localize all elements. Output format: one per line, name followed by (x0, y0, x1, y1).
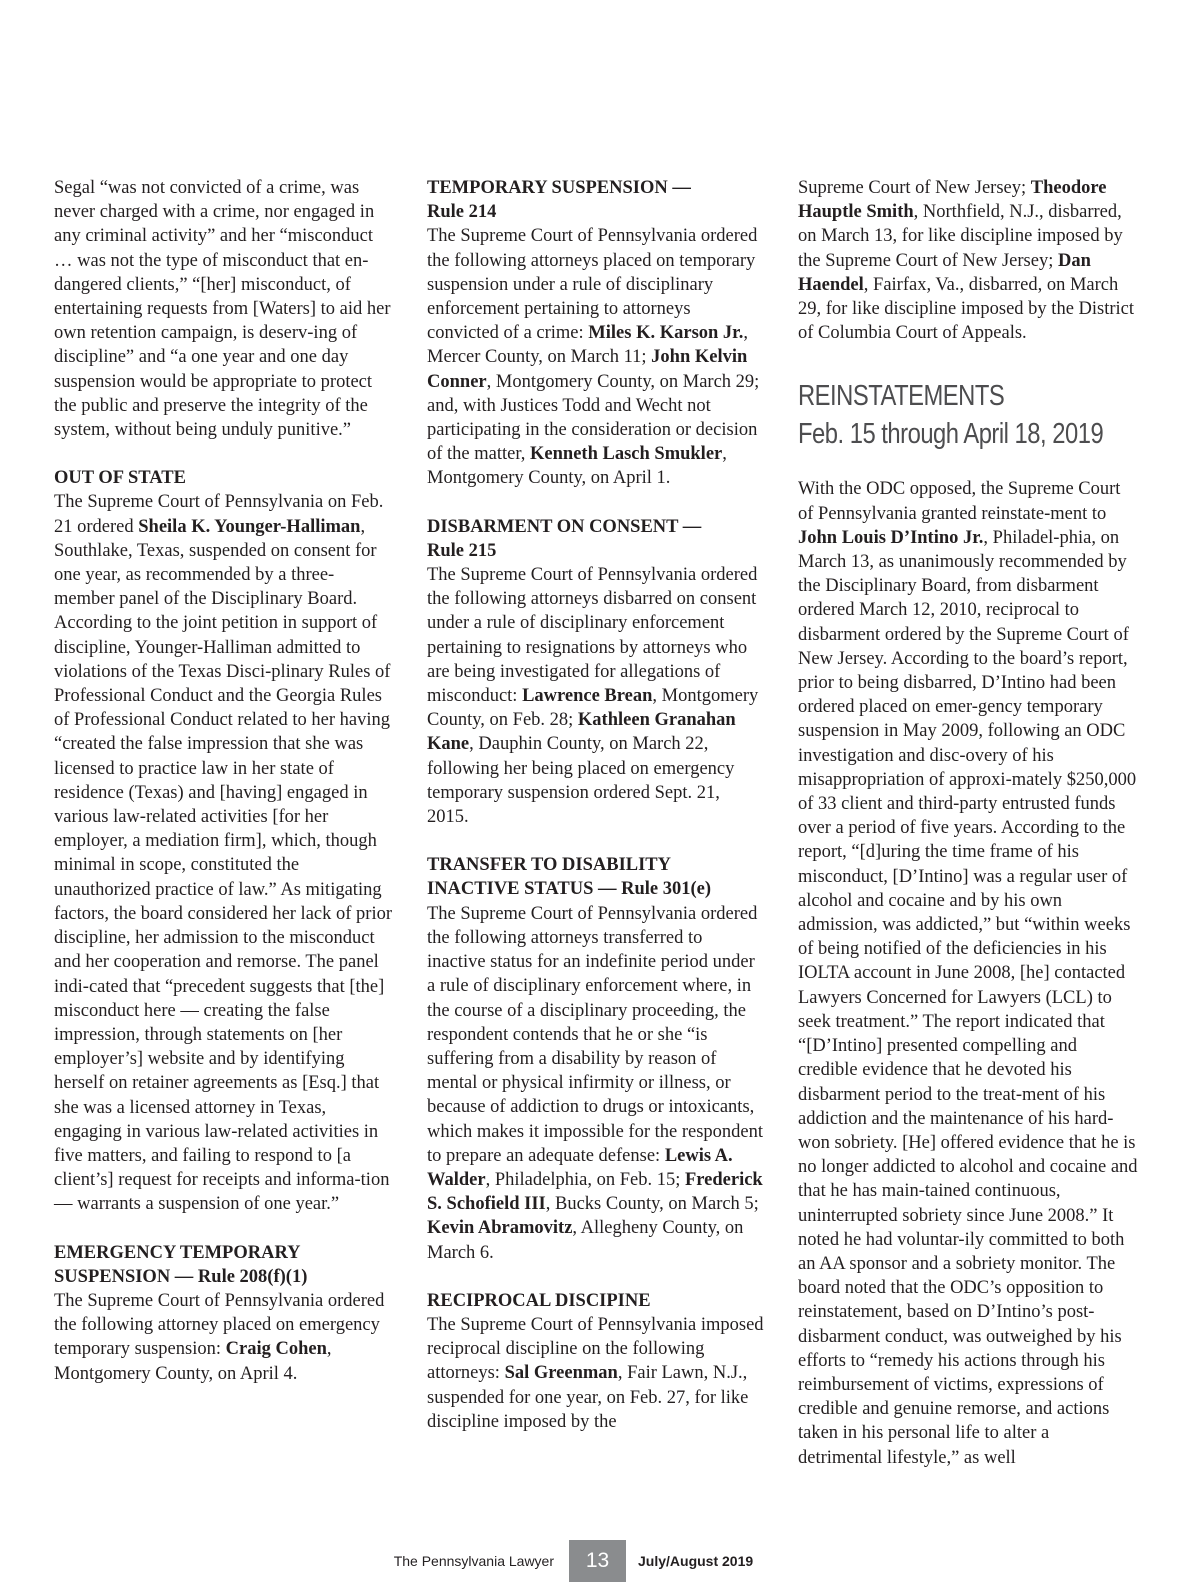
section-heading: EMERGENCY TEMPORARY SUSPENSION — Rule 208(f)(1) (54, 1242, 308, 1287)
attorney-name: Kenneth Lasch Smukler (530, 444, 723, 465)
reciprocal-continued: Supreme Court of New Jersey; Theodore Hauptle Smith, Northfield, N.J., disbarred, on March 13, for like discipline imposed by the Supreme Court of New Jersey; Dan Haendel, Fairfax, Va., disbarred, on March 29, for like discipline imposed by the District of Columbia Court of Appeals. (798, 178, 1135, 344)
section-rule: Rule 215 (427, 540, 497, 561)
attorney-name: Theodore Hauptle Smith (798, 178, 1107, 223)
issue-date: July/August 2019 (638, 1553, 754, 1569)
attorney-name: Sheila K. Younger-Halliman (138, 516, 361, 537)
page-number: 13 (569, 1540, 626, 1582)
reinstatements-title: REINSTATEMENTS (798, 380, 1005, 413)
attorney-name: Lewis A. Walder (427, 1145, 733, 1190)
attorney-name: John Louis D’Intino Jr. (798, 527, 984, 548)
page-footer (0, 1540, 1200, 1582)
attorney-name: Sal Greenman (504, 1363, 618, 1384)
attorney-name: Miles K. Karson Jr. (588, 323, 744, 344)
reinstatements-date-range: Feb. 15 through April 18, 2019 (798, 418, 1104, 451)
reinstatements-body: With the ODC opposed, the Supreme Court of Pennsylvania granted reinstate-ment to John Louis D’Intino Jr., Philadel-phia, on March 13, as unanimously recommended by the Disciplinary Board, from disbarment ordered March 12, 2010, reciprocal to disbarment ordered by the Supreme Court of New Jersey. According to the board’s report, prior to being disbarred, D’Intino had been ordered placed on emer-gency temporary suspension in May 2009, following an ODC investigation and disc-overy of his misappropriation of approxi-mately $250,000 of 33 client and third-party entrusted funds over a period of five years. According to the report, “[d]uring the time frame of his misconduct, [D’Intino] was a regular user of alcohol and cocaine and by his own admission, was addicted,” but “within weeks of being notified of the deficiencies in his IOLTA account in June 2008, [he] contacted Lawyers Concerned for Lawyers (LCL) to seek treatment.” The report indicated that “[D’Intino] presented compelling and credible evidence that he devoted his disbarment period to the treat-ment of his addiction and the maintenance of his hard-won sobriety. [He] offered evidence that he is no longer addicted to alcohol and cocaine and that he has main-tained continuous, uninterrupted sobriety since June 2008.” It noted he had voluntar-ily committed to both an AA sponsor and a sobriety monitor. The board noted that the ODC’s opposition to reinstatement, based on D’Intino’s post-disbarment conduct, was outweighed by his efforts to “remedy his actions through his reimbursement of victims, expressions of credible and genuine remorse, and actions taken in his personal life to alter a detrimental lifestyle,” as well (798, 479, 1138, 1468)
section-body: The Supreme Court of Pennsylvania ordered the following attorney placed on emergency temporary suspension: Craig Cohen, Montgomery County, on April 4. (54, 1290, 385, 1384)
section-heading: TRANSFER TO DISABILITY INACTIVE STATUS — Rule 301(e) (427, 855, 712, 900)
section-heading: TEMPORARY SUSPENSION — (427, 178, 691, 198)
section-body: The Supreme Court of Pennsylvania imposed reciprocal discipline on the following attorneys: Sal Greenman, Fair Lawn, N.J., suspended for one year, on Feb. 27, for like discipline imposed by the (427, 1314, 764, 1432)
section-body: The Supreme Court of Pennsylvania ordered the following attorneys placed on temporary suspension under a rule of disciplinary enforcement pertaining to attorneys convicted of a crime: Miles K. Karson Jr., Mercer County, on March 11; John Kelvin Conner, Montgomery County, on March 29; and, with Justices Todd and Wecht not participating in the consideration or decision of the matter, Kenneth Lasch Smukler, Montgomery County, on April 1. (427, 226, 760, 489)
intro-paragraph: Segal “was not convicted of a crime, was never charged with a crime, nor engaged in any criminal activity” and her “misconduct … was not the type of misconduct that en-dangered clients,” “[her] misconduct, of entertaining requests from [Waters] to aid her own retention campaign, is deserv-ing of discipline” and “a one year and one day suspension would be appropriate to protect the public and preserve the integrity of the system, without being unduly punitive.” (54, 178, 391, 441)
section-emergency-suspension (54, 1241, 394, 1386)
attorney-name: Craig Cohen (225, 1339, 327, 1360)
section-rule: Rule 214 (427, 202, 497, 223)
section-temporary-suspension (427, 176, 765, 491)
section-heading: RECIPROCAL DISCIPINE (427, 1290, 651, 1311)
column-1 (54, 176, 394, 1386)
section-disability-inactive (427, 853, 765, 1264)
attorney-name: Lawrence Brean (522, 686, 653, 707)
section-body: The Supreme Court of Pennsylvania ordered the following attorneys disbarred on consent under a rule of disciplinary enforcement pertaining to resignations by attorneys who are being investigated for allegations of misconduct: Lawrence Brean, Montgomery County, on Feb. 28; Kathleen Granahan Kane, Dauphin County, on March 22, following her being placed on emergency temporary suspension ordered Sept. 21, 2015. (427, 565, 759, 828)
attorney-name: Frederick S. Schofield III (427, 1169, 763, 1215)
section-heading: DISBARMENT ON CONSENT — (427, 516, 702, 537)
column-2 (427, 176, 765, 1434)
section-body: The Supreme Court of Pennsylvania on Feb. 21 ordered Sheila K. Younger-Halliman, Southlake, Texas, suspended on consent for one year, as recommended by a three-member panel of the Disciplinary Board. According to the joint petition in support of discipline, Younger-Halliman admitted to violations of the Texas Disci-plinary Rules of Professional Conduct and the Georgia Rules of Professional Conduct related to her having “created the false impression that she was licensed to practice law in her state of residence (Texas) and [having] engaged in various law-related activities [for her employer, a mediation firm], which, though minimal in scope, constituted the unauthorized practice of law.” As mitigating factors, the board considered her lack of prior discipline, her admission to the misconduct and her cooperation and remorse. The panel indi-cated that “precedent suggests that [the] misconduct here — creating the false impression, through statements on [her employer’s] website and by identifying herself on retainer agreements as [Esq.] that she was a licensed attorney in Texas, engaging in various law-related activities in five matters, and failing to respond to [a client’s] request for receipts and informa-tion — warrants a suspension of one year.” (54, 492, 392, 1215)
section-disbarment-on-consent (427, 515, 765, 830)
section-heading: OUT OF STATE (54, 468, 186, 489)
attorney-name: John Kelvin Conner (427, 347, 748, 392)
attorney-name: Dan Haendel (798, 250, 1091, 295)
column-3 (798, 176, 1138, 1470)
publication-name: The Pennsylvania Lawyer (393, 1553, 554, 1569)
section-out-of-state (54, 466, 394, 1216)
section-reciprocal-discipline (427, 1289, 765, 1434)
attorney-name: Kevin Abramovitz (427, 1218, 573, 1239)
section-body: The Supreme Court of Pennsylvania ordered the following attorneys transferred to inactive status for an indefinite period under a rule of disciplinary enforcement where, in the course of a disciplinary proceeding, the respondent contends that he or she “is suffering from a disability by reason of mental or physical infirmity or illness, or because of addiction to drugs or intoxicants, which makes it impossible for the respondent to prepare an adequate defense: Lewis A. Walder, Philadelphia, on Feb. 15; Frederick S. Schofield III, Bucks County, on March 5; Kevin Abramovitz, Allegheny County, on March 6. (427, 903, 764, 1263)
attorney-name: Kathleen Granahan Kane (427, 710, 736, 755)
